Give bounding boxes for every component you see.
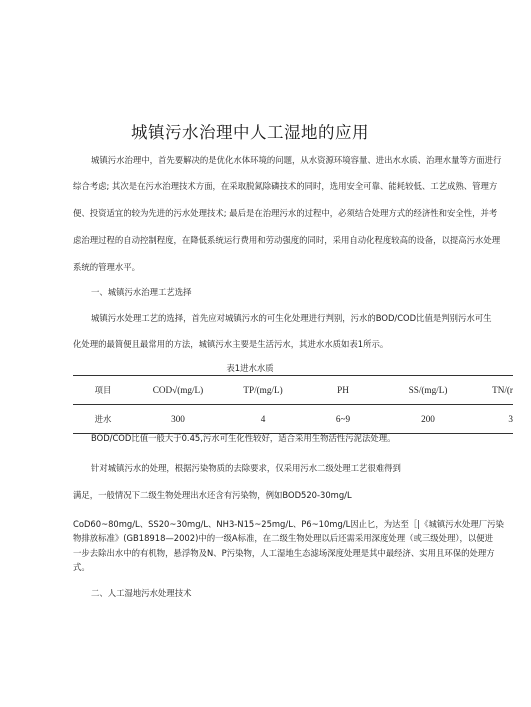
table-header-row (73, 376, 513, 405)
para4-line-4: 式。 (73, 562, 90, 572)
intro-line-3: 便、投资适宜的较为先进的污水处理技术; 最后是在治理污水的过程中，必须结合处理方式的经济性和安全性，并考 (73, 208, 498, 218)
table-row (73, 405, 513, 434)
header-cell: SS/(mg/L) (383, 376, 473, 405)
intro-line-2: 综合考虑; 其次是在污水治理技术方面，在采取脱氮除磷技术的同时，选用安全可靠、能耗较低、工艺成熟、管理方 (73, 181, 498, 191)
para4-line-1: CoD60~80mg/L、SS20~30mg/L、NH3-N15~25mg/L、P6~10mg/L因止匕，为达至［|《城镇污水处理厂污染 (73, 519, 504, 529)
document-title: 城镇污水治理中人工湿地的应用 (131, 123, 369, 142)
table-cell: 3 (473, 405, 513, 434)
para2-line: 针对城镇污水的处理，根据污染物质的去除要求，仅采用污水二级处理工艺很难得到 (91, 463, 401, 473)
section1-para-line-2: 化处理的最简便且最常用的方法，城镇污水主要是生活污水，其进水水质如表1所示。 (73, 339, 389, 349)
section2-heading: 二、人工湿地污水处理技术 (91, 588, 192, 598)
table-caption: 表1进水水质 (226, 363, 274, 373)
water-quality-table (73, 375, 513, 434)
section1-heading: 一、城镇污水治理工艺选择 (91, 287, 192, 297)
para4-line-2: 物排放标准》(GB18918—2002)中的一级A标准，在二级生物处理以后还需采用深度处理（或三级处理），以便进 (73, 533, 494, 543)
section1-para-line-1: 城镇污水处理工艺的选择，首先应对城镇污水的可生化处理进行判别，污水的BOD/COD比值是判别污水可生 (91, 313, 492, 323)
header-cell: TP/(mg/L) (223, 376, 303, 405)
para4-line-3: 一步去除出水中的有机物，悬浮物及N、P污染物，人工湿地生态滤场深度处理是其中最经济、实用且环保的处理方 (73, 548, 495, 558)
para3-line: 满足，一般情况下二级生物处理出水还含有污染物，例如BOD520-30mg/L (73, 490, 352, 500)
header-cell: TN/(r (473, 376, 513, 405)
intro-line-5: 系统的管理水平。 (73, 262, 140, 272)
table-cell: 200 (383, 405, 473, 434)
after-table-line: BOD/COD比值一般大于0.45,污水可生化性较好，适合采用生物活性污泥法处理。 (91, 433, 396, 443)
table-cell: 进水 (73, 405, 133, 434)
intro-line-4: 虑治理过程的自动控制程度，在降低系统运行费用和劳动强度的同时，采用自动化程度较高的设备，以提高污水处理 (73, 235, 501, 245)
table-cell: 6~9 (303, 405, 383, 434)
header-cell: PH (303, 376, 383, 405)
intro-line-1: 城镇污水治理中，首先要解决的是优化水体环境的问题，从水资源环境容量、进出水水质、治理水量等方面进行 (91, 155, 502, 165)
table-cell: 300 (133, 405, 223, 434)
table-cell: 4 (223, 405, 303, 434)
header-cell: 项目 (73, 376, 133, 405)
header-cell: COD√(mg/L) (133, 376, 223, 405)
